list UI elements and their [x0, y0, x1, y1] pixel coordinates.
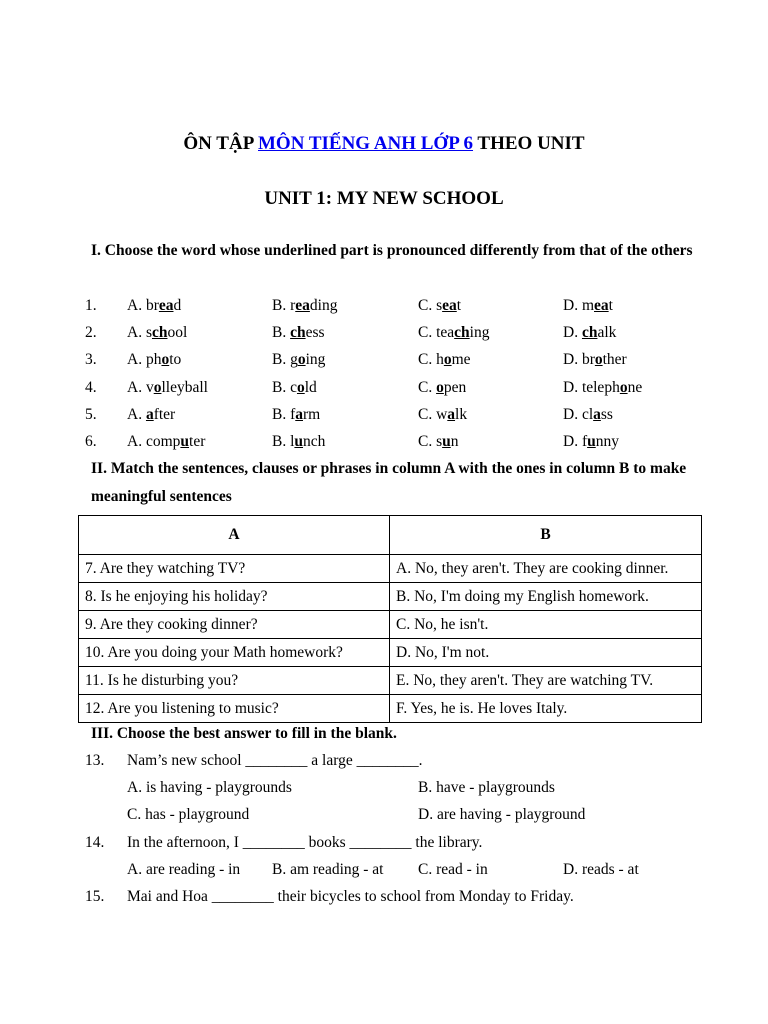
underlined-part: ch [151, 324, 168, 341]
word-option: D. meat [563, 297, 613, 314]
word-option: C. teaching [418, 324, 490, 341]
question-14-answers [0, 856, 768, 883]
question-text: Mai and Hoa ________ their bicycles to school from Monday to Friday. [127, 888, 574, 905]
cell-b: B. No, I'm doing my English homework. [390, 583, 702, 611]
question-13-answers-ab [0, 774, 768, 801]
underlined-part: ea [158, 297, 174, 314]
pronunciation-item [0, 374, 768, 401]
word-option: D. class [563, 406, 613, 423]
column-b-header: B [390, 516, 702, 555]
cell-b: F. Yes, he is. He loves Italy. [390, 695, 702, 723]
item-number: 3. [85, 351, 97, 368]
word-option: A. after [127, 406, 176, 423]
question-text: Nam’s new school ________ a large ________. [127, 752, 423, 769]
question-14 [0, 829, 768, 856]
item-number: 5. [85, 406, 97, 423]
item-number: 2. [85, 324, 97, 341]
pronunciation-item [0, 401, 768, 428]
section3-heading: III. Choose the best answer to fill in the blank. [91, 725, 397, 742]
underlined-part: ea [442, 297, 457, 314]
underlined-part: ea [594, 297, 609, 314]
word-option: D. brother [563, 351, 627, 368]
word-option: D. funny [563, 433, 619, 450]
section2-heading: II. Match the sentences, clauses or phrases in column A with the ones in column B to make meaningful sentences [91, 460, 687, 505]
cell-a: 9. Are they cooking dinner? [79, 611, 390, 639]
underlined-part: o [296, 379, 305, 396]
underlined-part: o [619, 379, 628, 396]
answer-option: A. are reading - in [127, 861, 241, 878]
underlined-part: u [180, 433, 190, 450]
table-header-row [79, 516, 702, 555]
table-row [79, 555, 702, 583]
word-option: D. chalk [563, 324, 617, 341]
underlined-part: a [593, 406, 601, 423]
word-option: B. farm [272, 406, 321, 423]
item-number: 6. [85, 433, 97, 450]
question-number: 14. [85, 834, 105, 851]
pronunciation-item [0, 292, 768, 319]
cell-b: D. No, I'm not. [390, 639, 702, 667]
word-option: C. home [418, 351, 471, 368]
answer-option: D. reads - at [563, 861, 639, 878]
cell-b: A. No, they aren't. They are cooking dinner. [390, 555, 702, 583]
word-option: A. photo [127, 351, 182, 368]
item-number: 1. [85, 297, 97, 314]
underlined-part: u [587, 433, 596, 450]
word-option: D. telephone [563, 379, 643, 396]
word-option: B. reading [272, 297, 338, 314]
cell-a: 7. Are they watching TV? [79, 555, 390, 583]
title-link[interactable]: MÔN TIẾNG ANH LỚP 6 [258, 133, 474, 154]
item-number: 4. [85, 379, 97, 396]
underlined-part: a [447, 406, 456, 423]
answer-option: C. read - in [418, 861, 488, 878]
word-option: C. seat [418, 297, 462, 314]
cell-a: 11. Is he disturbing you? [79, 667, 390, 695]
unit-title: UNIT 1: MY NEW SCHOOL [264, 188, 504, 209]
question-15 [0, 883, 768, 910]
underlined-part: a [145, 406, 154, 423]
underlined-part: o [153, 379, 162, 396]
word-option: C. sun [418, 433, 459, 450]
underlined-part: ch [290, 324, 306, 341]
answer-option: B. have - playgrounds [418, 779, 555, 796]
underlined-part: o [436, 379, 444, 396]
question-text: In the afternoon, I ________ books ________ the library. [127, 834, 483, 851]
cell-a: 8. Is he enjoying his holiday? [79, 583, 390, 611]
cell-b: C. No, he isn't. [390, 611, 702, 639]
table-row [79, 695, 702, 723]
page-title: ÔN TẬP MÔN TIẾNG ANH LỚP 6 THEO UNIT [183, 133, 585, 154]
word-option: B. going [272, 351, 326, 368]
cell-a: 12. Are you listening to music? [79, 695, 390, 723]
underlined-part: o [594, 351, 603, 368]
pronunciation-item [0, 428, 768, 455]
underlined-part: ch [581, 324, 598, 341]
word-option: B. chess [272, 324, 325, 341]
answer-option: B. am reading - at [272, 861, 384, 878]
answer-option: A. is having - playgrounds [127, 779, 292, 796]
cell-b: E. No, they aren't. They are watching TV. [390, 667, 702, 695]
underlined-part: u [442, 433, 451, 450]
word-option: B. cold [272, 379, 317, 396]
underlined-part: o [161, 351, 170, 368]
word-option: C. open [418, 379, 467, 396]
cell-a: 10. Are you doing your Math homework? [79, 639, 390, 667]
underlined-part: o [297, 351, 306, 368]
question-number: 13. [85, 752, 105, 769]
pronunciation-item [0, 346, 768, 373]
word-option: A. volleyball [127, 379, 208, 396]
table-row [79, 639, 702, 667]
word-option: A. school [127, 324, 188, 341]
matching-table [78, 515, 702, 723]
question-13 [0, 747, 768, 774]
answer-option: C. has - playground [127, 806, 250, 823]
underlined-part: a [295, 406, 303, 423]
underlined-part: o [443, 351, 452, 368]
pronunciation-item [0, 319, 768, 346]
question-number: 15. [85, 888, 105, 905]
table-row [79, 611, 702, 639]
question-13-answers-cd [0, 801, 768, 828]
word-option: B. lunch [272, 433, 326, 450]
underlined-part: ea [295, 297, 310, 314]
word-option: A. bread [127, 297, 182, 314]
word-option: C. walk [418, 406, 468, 423]
section1-heading: I. Choose the word whose underlined part is pronounced differently from that of the others [91, 242, 693, 259]
word-option: A. computer [127, 433, 206, 450]
column-a-header: A [79, 516, 390, 555]
underlined-part: u [294, 433, 304, 450]
underlined-part: ch [454, 324, 470, 341]
table-row [79, 583, 702, 611]
table-row [79, 667, 702, 695]
answer-option: D. are having - playground [418, 806, 586, 823]
